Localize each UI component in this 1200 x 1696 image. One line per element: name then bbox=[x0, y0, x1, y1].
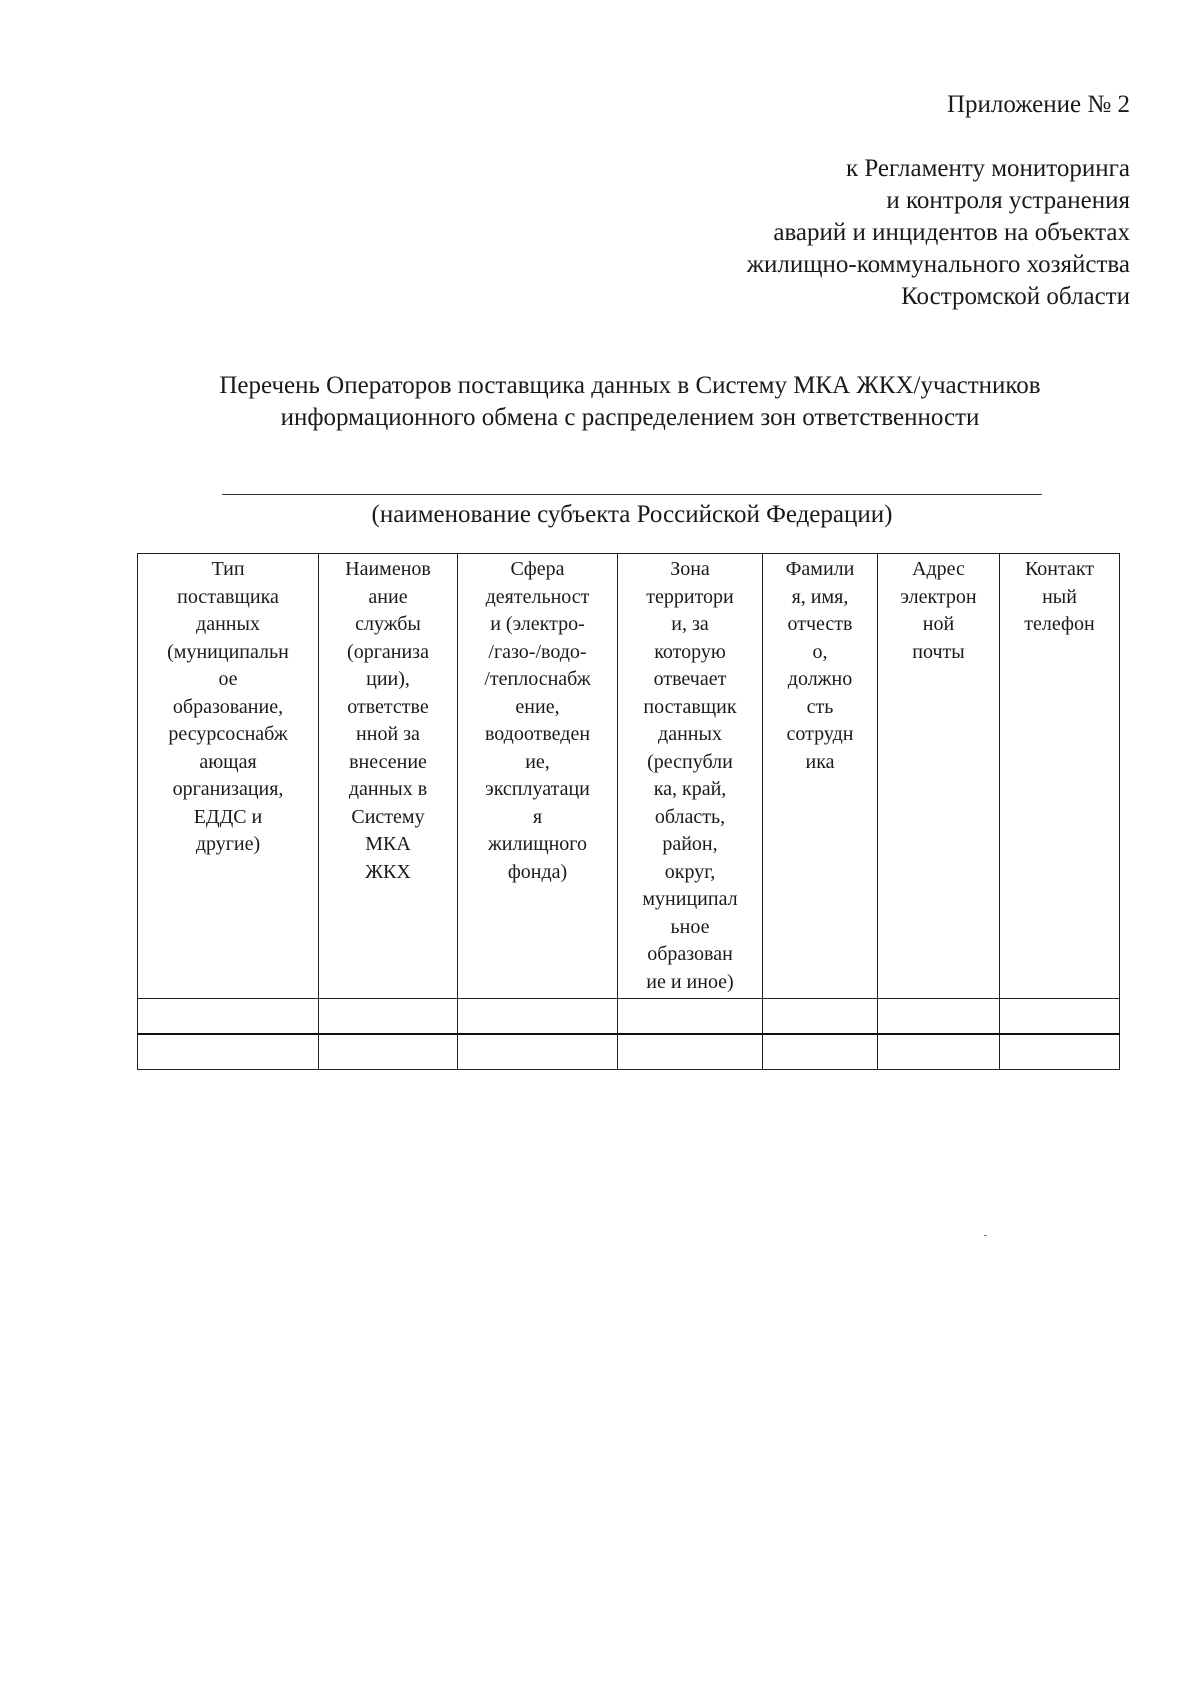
column-header-line: ции), bbox=[366, 668, 410, 690]
column-header-line: телефон bbox=[1024, 613, 1095, 635]
column-header bbox=[138, 554, 319, 999]
column-header-line: поставщик bbox=[643, 695, 737, 718]
column-header-line: /газо-/водо- bbox=[488, 640, 587, 663]
column-header-line: должно bbox=[787, 668, 853, 690]
column-header-line: отчеств bbox=[787, 613, 853, 635]
column-header-line: сотрудн bbox=[786, 723, 854, 745]
column-header-line: ка, край, bbox=[653, 778, 727, 800]
subject-caption: (наименование субъекта Российской Федерации) bbox=[371, 501, 893, 528]
table-cell bbox=[878, 1034, 1000, 1070]
column-header bbox=[618, 554, 763, 999]
column-header-line: область, bbox=[654, 805, 726, 828]
table-cell bbox=[763, 999, 878, 1035]
appendix-number: Приложение № 2 bbox=[946, 91, 1130, 118]
table-cell bbox=[763, 1034, 878, 1070]
column-header-line: о, bbox=[812, 640, 828, 663]
column-header-line: нной за bbox=[356, 723, 420, 745]
column-header-line: ение, bbox=[515, 695, 560, 718]
column-header-line: ный bbox=[1042, 585, 1077, 608]
column-header-line: Тип bbox=[211, 558, 245, 580]
table-cell bbox=[618, 1034, 763, 1070]
column-header bbox=[878, 554, 1000, 999]
column-header-line: ание bbox=[368, 585, 408, 608]
column-header-line: Сфера bbox=[510, 558, 565, 580]
column-header-line: Наименов bbox=[345, 558, 431, 580]
table-cell bbox=[319, 1034, 458, 1070]
column-header-line: ресурсоснабж bbox=[168, 723, 288, 745]
column-header-line: внесение bbox=[349, 750, 427, 773]
table-cell bbox=[458, 999, 618, 1035]
table-cell bbox=[878, 999, 1000, 1035]
column-header-line: Фамили bbox=[785, 558, 855, 580]
table-cell bbox=[138, 999, 319, 1035]
document-title-line: информационного обмена с распределением зон ответственности bbox=[280, 404, 980, 431]
table-header-row bbox=[138, 554, 1120, 999]
table-cell bbox=[1000, 999, 1120, 1035]
column-header-line: я, имя, bbox=[791, 585, 849, 608]
column-header-line: округ, bbox=[664, 860, 716, 883]
appendix-reference-line: и контроля устранения bbox=[886, 187, 1130, 214]
column-header-line: ающая bbox=[199, 750, 257, 773]
subject-fill-line bbox=[222, 494, 1042, 495]
table-cell bbox=[138, 1034, 319, 1070]
appendix-reference-line: аварий и инцидентов на объектах bbox=[773, 219, 1130, 246]
column-header-line: сть bbox=[806, 695, 834, 718]
column-header-line: ответстве bbox=[347, 695, 429, 718]
column-header-line: поставщика bbox=[177, 585, 279, 608]
column-header bbox=[763, 554, 878, 999]
document-title bbox=[150, 370, 1110, 434]
column-header bbox=[1000, 554, 1120, 999]
column-header-line: водоотведен bbox=[484, 723, 591, 745]
column-header-line: данных в bbox=[348, 778, 428, 800]
scan-speck bbox=[984, 1235, 987, 1236]
column-header-line: ие и иное) bbox=[646, 970, 734, 993]
column-header bbox=[319, 554, 458, 999]
column-header-line: ика bbox=[805, 750, 835, 773]
column-header bbox=[458, 554, 618, 999]
column-header-line: ЕДДС и bbox=[193, 805, 263, 828]
column-header-line: отвечает bbox=[653, 668, 727, 690]
appendix-reference-line: жилищно-коммунального хозяйства bbox=[746, 251, 1130, 278]
column-header-line: Контакт bbox=[1024, 558, 1095, 580]
column-header-line: ьное bbox=[670, 915, 710, 938]
column-header-line: службы bbox=[355, 613, 421, 635]
column-header-line: которую bbox=[654, 640, 726, 663]
column-header-line: территори bbox=[646, 585, 734, 608]
operators-table bbox=[137, 553, 1120, 1070]
column-header-line: (республи bbox=[647, 750, 733, 773]
column-header-line: данных bbox=[196, 613, 260, 635]
column-header-line: жилищного bbox=[487, 833, 587, 855]
column-header-line: муниципал bbox=[642, 888, 738, 910]
table-row bbox=[138, 999, 1120, 1035]
column-header-line: ое bbox=[218, 668, 238, 690]
column-header-line: и (электро- bbox=[490, 613, 585, 635]
column-header-line: я bbox=[532, 805, 543, 828]
column-header-line: Зона bbox=[670, 558, 710, 580]
table-cell bbox=[319, 999, 458, 1035]
column-header-line: (организа bbox=[347, 640, 429, 663]
column-header-line: Систему bbox=[351, 805, 425, 828]
column-header-line: /теплоснабж bbox=[484, 668, 591, 690]
column-header-line: организация, bbox=[172, 778, 284, 800]
appendix-reference-line: Костромской области bbox=[901, 283, 1130, 310]
column-header-line: электрон bbox=[900, 585, 977, 608]
column-header-line: район, bbox=[662, 833, 718, 855]
column-header-line: почты bbox=[912, 640, 965, 663]
column-header-line: (муниципальн bbox=[167, 640, 289, 663]
column-header-line: эксплуатаци bbox=[485, 778, 590, 800]
column-header-line: фонда) bbox=[507, 860, 568, 883]
column-header-line: образование, bbox=[172, 695, 284, 718]
table-cell bbox=[618, 999, 763, 1035]
column-header-line: Адрес bbox=[912, 558, 965, 580]
column-header-line: данных bbox=[658, 723, 722, 745]
document-title-line: Перечень Операторов поставщика данных в Систему МКА ЖКХ/участников bbox=[219, 372, 1041, 399]
column-header-line: другие) bbox=[195, 833, 261, 855]
appendix-reference-line: к Регламенту мониторинга bbox=[845, 155, 1130, 182]
column-header-line: деятельност bbox=[485, 585, 590, 608]
appendix-reference bbox=[747, 153, 1130, 313]
column-header-line: МКА bbox=[365, 833, 411, 855]
column-header-line: образован bbox=[647, 943, 733, 965]
column-header-line: ие, bbox=[525, 750, 550, 773]
column-header-line: ной bbox=[922, 613, 955, 635]
column-header-line: ЖКХ bbox=[365, 860, 411, 883]
table-cell bbox=[1000, 1034, 1120, 1070]
table-row bbox=[138, 1034, 1120, 1070]
column-header-line: и, за bbox=[671, 613, 709, 635]
table-cell bbox=[458, 1034, 618, 1070]
